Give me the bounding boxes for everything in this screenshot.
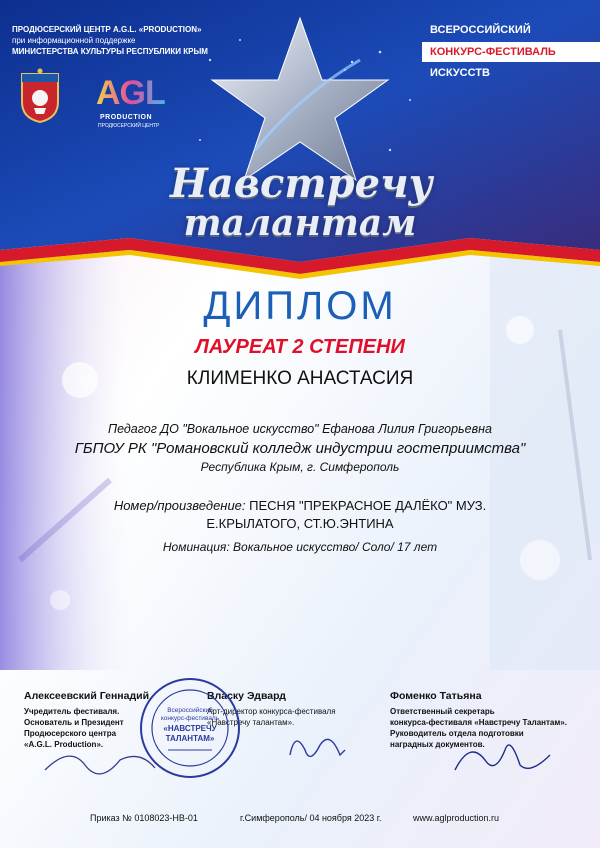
official-stamp <box>138 676 242 780</box>
region-line: Республика Крым, г. Симферополь <box>200 460 400 474</box>
teacher-line: Педагог ДО "Вокальное искусство" Ефанова Лилия Григорьевна <box>108 422 492 436</box>
signer-name-2: Власку Эдвард <box>207 690 286 702</box>
agl-logo: AGL <box>96 74 165 112</box>
work-line-1 <box>0 498 600 513</box>
signature-3-drawing <box>450 730 560 780</box>
work-label: Номер/произведение: <box>113 498 246 513</box>
signer-role-3a: Ответственный секретарь <box>390 707 495 716</box>
festival-title-line-1: Навстречу <box>170 160 433 207</box>
agl-logo-sub2: ПРОДЮСЕРСКИЙ ЦЕНТР <box>98 123 160 129</box>
signer-role-1c: Продюсерского центра <box>24 729 117 738</box>
organizer-line-1: ПРОДЮСЕРСКИЙ ЦЕНТР A.G.L. «PRODUCTION» <box>12 25 202 34</box>
signature-2-drawing <box>280 725 350 770</box>
crimea-coat-of-arms-icon <box>18 68 62 124</box>
signer-role-3c: Руководитель отдела подготовки <box>390 729 524 738</box>
participant-name: КЛИМЕНКО АНАСТАСИЯ <box>186 368 414 389</box>
diploma-heading: ДИПЛОМ <box>203 284 397 328</box>
stamp-text-3: «НАВСТРЕЧУ <box>163 724 217 733</box>
signer-role-1a: Учредитель фестиваля. <box>24 707 120 716</box>
signer-role-2a: Арт-директор конкурса-фестиваля <box>207 707 336 716</box>
festival-title-line-2: талантам <box>183 202 417 244</box>
header-right-line-1: ВСЕРОССИЙСКИЙ <box>430 24 531 36</box>
nomination-line <box>0 540 600 554</box>
stamp-text-1: Всероссийский <box>167 707 213 714</box>
nomination-value: Вокальное искусство/ Соло/ 17 лет <box>233 540 438 554</box>
stamp-text-2: конкурс-фестиваль <box>160 715 220 722</box>
signer-role-1d: «A.G.L. Production». <box>24 740 104 749</box>
signer-role-3d: наградных документов. <box>390 740 485 749</box>
work-title-1: ПЕСНЯ "ПРЕКРАСНОЕ ДАЛЁКО" МУЗ. <box>249 498 487 513</box>
organizer-block <box>12 24 272 57</box>
work-title-2: Е.КРЫЛАТОГО, СТ.Ю.ЭНТИНА <box>206 516 394 531</box>
signer-role-1b: Основатель и Президент <box>24 718 124 727</box>
order-number: Приказ № 0108023-НВ-01 <box>90 813 198 823</box>
signer-role-2b: «Навстречу талантам». <box>207 718 295 727</box>
website-link[interactable]: www.aglproduction.ru <box>413 813 500 823</box>
nomination-label: Номинация: <box>162 540 230 554</box>
header-right-line-3: ИСКУССТВ <box>430 67 490 79</box>
signer-name-3: Фоменко Татьяна <box>390 690 482 702</box>
signer-role-3b: конкурса-фестиваля «Навстречу Талантам». <box>390 718 567 727</box>
stamp-text-4: ТАЛАНТАМ» <box>165 734 215 743</box>
place-date: г.Симферополь/ 04 ноября 2023 г. <box>240 813 382 823</box>
header-right-line-2: КОНКУРС-ФЕСТИВАЛЬ <box>422 42 600 62</box>
organizer-line-2: при информационной поддержке <box>12 36 136 45</box>
award-title: ЛАУРЕАТ 2 СТЕПЕНИ <box>195 336 405 358</box>
organizer-line-3: МИНИСТЕРСТВА КУЛЬТУРЫ РЕСПУБЛИКИ КРЫМ <box>12 47 208 56</box>
agl-logo-sub1: PRODUCTION <box>100 114 153 121</box>
organization-line: ГБПОУ РК "Романовский колледж индустрии гостеприимства" <box>74 440 526 457</box>
signer-name-1: Алексеевский Геннадий <box>24 690 150 702</box>
